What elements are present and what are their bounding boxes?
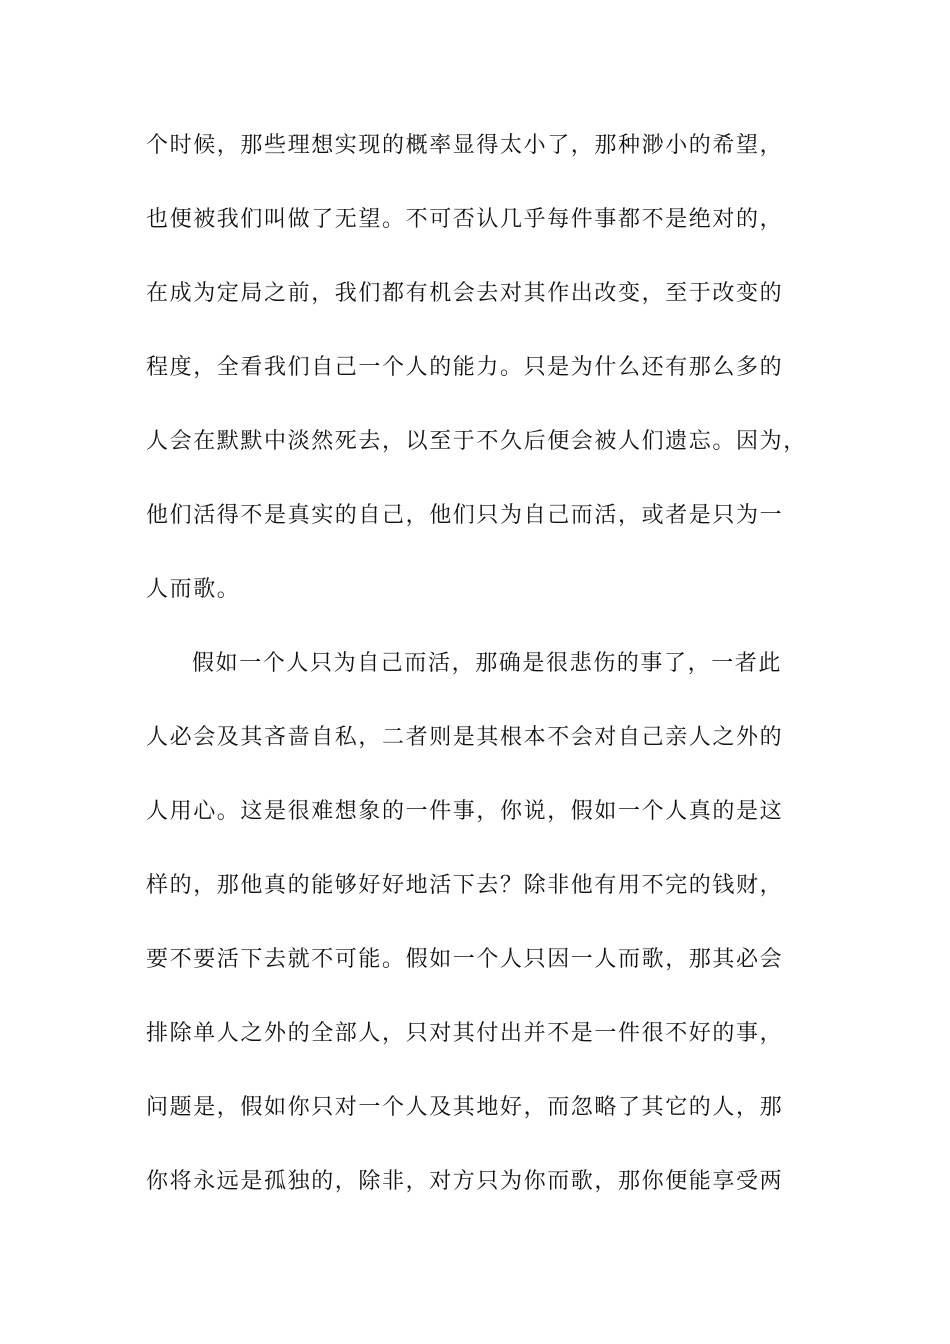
text-line: 人用心。这是很难想象的一件事，你说，假如一个人真的是这	[146, 799, 784, 824]
text-line: 人而歌。	[146, 577, 241, 602]
text-line: 人会在默默中淡然死去，以至于不久后便会被人们遗忘。因为，	[146, 429, 807, 454]
text-line: 你将永远是孤独的，除非，对方只为你而歌，那你便能享受两	[146, 1169, 784, 1194]
text-line: 排除单人之外的全部人，只对其付出并不是一件很不好的事，	[146, 1021, 784, 1046]
text-line: 问题是，假如你只对一个人及其地好，而忽略了其它的人，那	[146, 1095, 784, 1120]
text-line: 人必会及其吝啬自私，二者则是其根本不会对自己亲人之外的	[146, 725, 784, 750]
text-line: 样的，那他真的能够好好地活下去？除非他有用不完的钱财，	[146, 873, 784, 898]
text-line: 程度，全看我们自己一个人的能力。只是为什么还有那么多的	[146, 355, 784, 380]
text-line: 个时候，那些理想实现的概率显得太小了，那种渺小的希望，	[146, 133, 784, 158]
body-text	[146, 130, 806, 1240]
text-line: 也便被我们叫做了无望。不可否认几乎每件事都不是绝对的，	[146, 207, 784, 232]
text-line: 在成为定局之前，我们都有机会去对其作出改变，至于改变的	[146, 281, 784, 306]
paragraph-first-line: 假如一个人只为自己而活，那确是很悲伤的事了，一者此	[192, 651, 783, 676]
text-line: 他们活得不是真实的自己，他们只为自己而活，或者是只为一	[146, 503, 784, 528]
text-line: 要不要活下去就不可能。假如一个人只因一人而歌，那其必会	[146, 947, 784, 972]
